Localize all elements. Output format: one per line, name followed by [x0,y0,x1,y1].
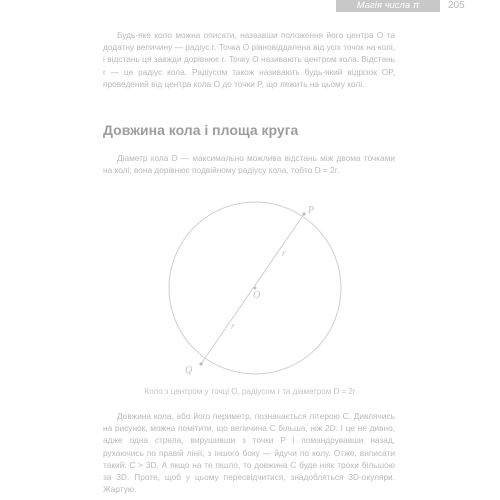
diameter-line [201,214,304,364]
label-r-lower: r [231,321,235,331]
running-title: Магія числа π [336,0,440,12]
center-dot [254,287,257,290]
label-r-upper: r [282,248,286,258]
circle-figure [148,196,358,386]
paragraph-circumference: Довжина кола, або його периметр, позначається літерою C. Дивлячись на рисунок, можна помітити, що величина C більша, ніж 2D. І це не дивно, адже одна стрела, вирушивши з точки P і помандрувавши назад, рухаючись по правій лінії, з іншого боку — йдучи по колу. Отже, виписати такий: C > 3D. А якщо на те пішло, то довжина C буде ніяк трохи більшою за 3D. Проте, щоб у цьому пересвідчитися, знадобляться 3D-окуляри. Жартую. [103,411,395,495]
label-p: P [308,205,315,216]
point-p-dot [302,212,305,215]
label-q: Q [185,365,193,376]
paragraph-radius: Будь-яке коло можна описати, назвавши положення його центра O та додатну величину — радіус r. Точка O рівновіддалена від усіх точок на колі, і відстань ця завжди дорівнює r. Точку O називають центром кола. Відстань r — це радіус кола. Радіусом також називають будь-який відрізок OP, проведений від центра кола O до точки P, що лежить на цьому колі. [103,30,395,89]
page-number: 205 [448,0,465,11]
paragraph-diameter: Діаметр кола D — максимально можлива відстань між двома точками на колі; вона дорівнює подвійному радіусу кола, тобто D = 2r. [103,153,395,176]
label-o: O [253,290,261,301]
section-heading: Довжина кола і площа круга [103,122,299,138]
point-q-dot [199,362,202,365]
page-header [0,0,500,14]
circle-diagram [148,196,358,386]
figure-caption: Коло з центром у точці O, радіусом r та діаметром D = 2r [144,387,356,396]
